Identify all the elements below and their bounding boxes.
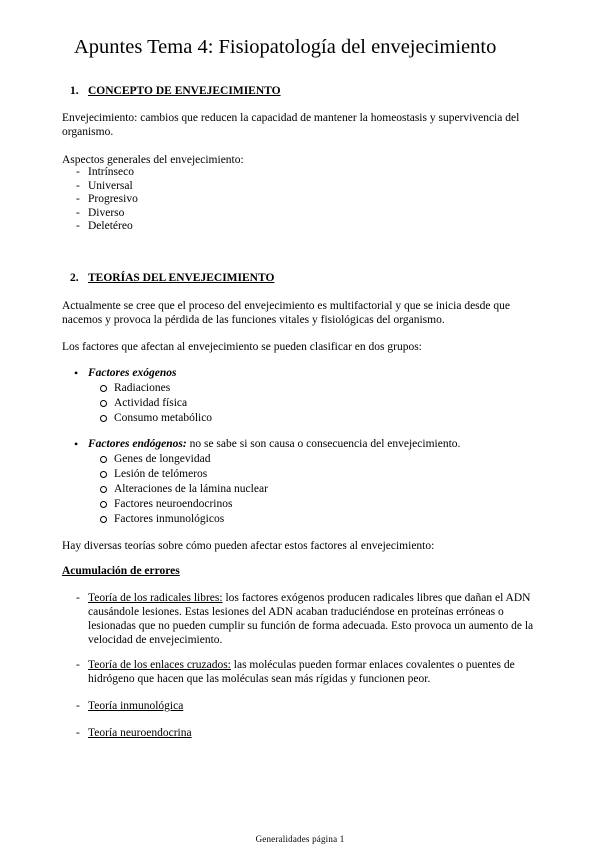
list-item: Actividad física [100, 396, 212, 411]
list-item: Factores inmunológicos [100, 512, 460, 527]
theory-name: Teoría inmunológica [88, 700, 184, 712]
list-item: - Progresivo [76, 193, 138, 207]
groups-intro: Los factores que afectan al envejecimiento se pueden clasificar en dos grupos: [62, 341, 422, 353]
endogenous-list [74, 452, 460, 527]
endogenous-label: Factores endógenos: [88, 438, 187, 450]
aspects-list [76, 166, 138, 234]
endogenous-bullet [74, 437, 460, 452]
section-2-intro: Actualmente se cree que el proceso del envejecimiento es multifactorial y que se inicia desde que nacemos y provoca la pérdida de las funciones vitales y fisiológicas del organismo. [62, 300, 510, 326]
theory-immunological: - Teoría inmunológica [76, 700, 184, 712]
list-item: - Universal [76, 180, 138, 194]
section-2-heading [70, 272, 274, 284]
list-item: Consumo metabólico [100, 411, 212, 426]
theory-name: Teoría de los enlaces cruzados: [88, 659, 231, 671]
list-item: - Deletéreo [76, 220, 138, 234]
aspects-intro: Aspectos generales del envejecimiento: [62, 154, 244, 166]
theory-neuroendocrine: - Teoría neuroendocrina [76, 727, 192, 739]
page-footer: Generalidades página 1 [255, 834, 345, 844]
list-item: - Diverso [76, 207, 138, 221]
list-item: - Intrínseco [76, 166, 138, 180]
exogenous-factors [74, 366, 212, 426]
theory-name: Teoría neuroendocrina [88, 727, 192, 739]
list-item: Alteraciones de la lámina nuclear [100, 482, 460, 497]
theory-text: los factores exógenos producen radicales libres que dañan el ADN causándole lesiones. Estas lesiones del ADN acaban traduciéndose en proteínas erróneas o lesionadas que no pueden cumplir su función de forma adecuada. Esto provoca un aumento de la velocidad de envejecimiento. [88, 592, 534, 646]
section-1-heading-text: CONCEPTO DE ENVEJECIMIENTO [88, 85, 281, 97]
theory-cross-links: - Teoría de los enlaces cruzados: las moléculas pueden formar enlaces covalentes o puentes de hidrógeno que hacen que las moléculas sean más rígidas y funcionen peor. [76, 659, 515, 685]
envejecimiento-definition: Envejecimiento: cambios que reducen la capacidad de mantener la homeostasis y supervivencia del organismo. [62, 112, 520, 138]
exogenous-bullet [74, 366, 212, 381]
endogenous-note: no se sabe si son causa o consecuencia del envejecimiento. [186, 438, 461, 450]
section-1-number: 1. [70, 85, 79, 97]
section-2-heading-text: TEORÍAS DEL ENVEJECIMIENTO [88, 272, 275, 284]
accumulation-subheading: Acumulación de errores [62, 565, 180, 577]
endogenous-factors [74, 437, 460, 527]
page-title: Apuntes Tema 4: Fisiopatología del envejecimiento [74, 36, 497, 58]
exogenous-label: Factores exógenos [88, 367, 177, 379]
theories-intro: Hay diversas teorías sobre cómo pueden afectar estos factores al envejecimiento: [62, 540, 435, 552]
theory-text: las moléculas pueden formar enlaces covalentes o puentes de hidrógeno que hacen que las moléculas sean más rígidas y funcionen peor. [88, 659, 515, 685]
section-2-number: 2. [70, 272, 79, 284]
theory-name: Teoría de los radicales libres: [88, 592, 223, 604]
section-1-heading [70, 85, 281, 97]
list-item: Factores neuroendocrinos [100, 497, 460, 512]
list-item: Radiaciones [100, 381, 212, 396]
exogenous-list [74, 381, 212, 426]
list-item: Genes de longevidad [100, 452, 460, 467]
theory-free-radicals: - Teoría de los radicales libres: los factores exógenos producen radicales libres que dañan el ADN causándole lesiones. Estas lesiones del ADN acaban traduciéndose en proteínas erróneas o lesionadas que no pueden cumplir su función de forma adecuada. Esto provoca un aumento de la velocidad de envejecimiento. [76, 592, 534, 646]
list-item: Lesión de telómeros [100, 467, 460, 482]
